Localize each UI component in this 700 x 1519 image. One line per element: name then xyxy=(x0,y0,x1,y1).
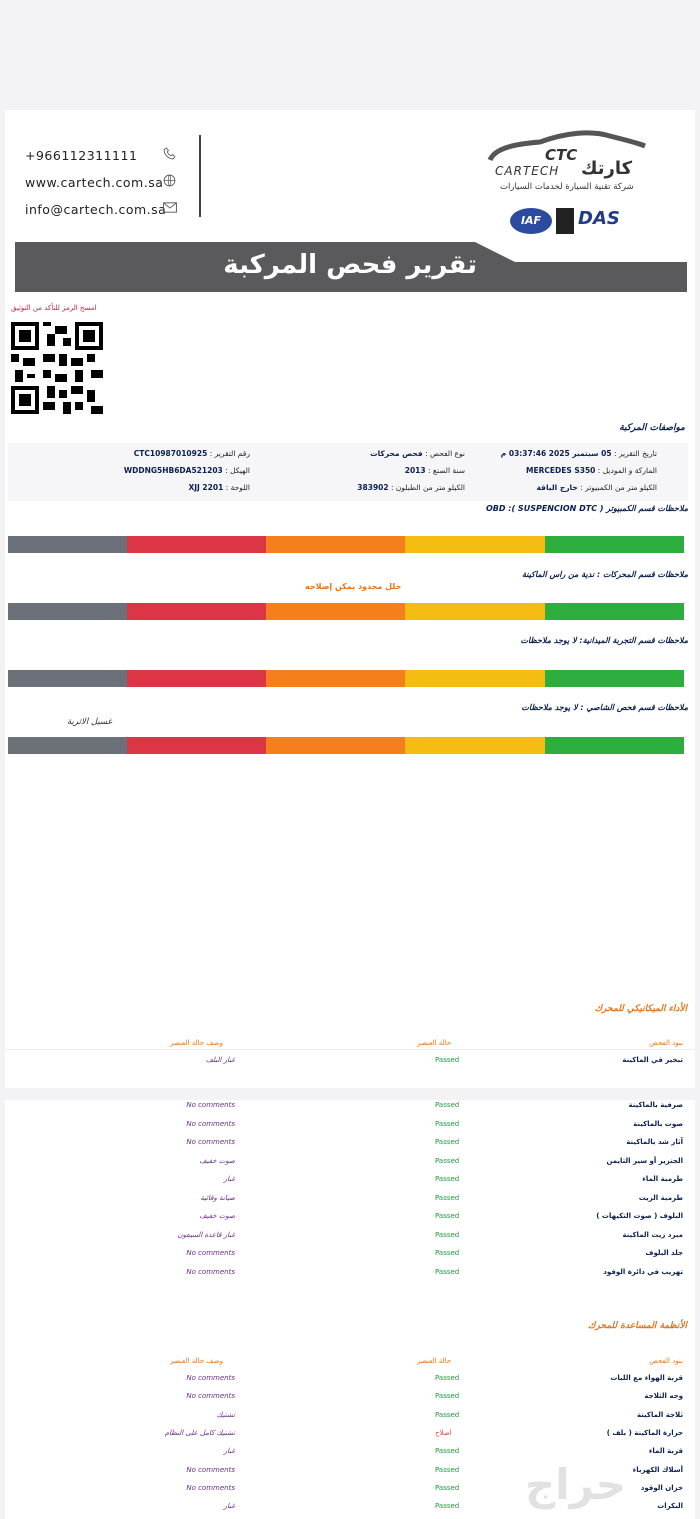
table-row: صوت بالماكينة Passed No comments xyxy=(186,1119,683,1128)
table-row: حرارة الماكينة ( بلف ) اصلاح تشتيك كامل على النظام xyxy=(164,1428,683,1437)
table-row: البكرات Passed غبار xyxy=(223,1502,683,1511)
segment-green xyxy=(545,670,684,687)
segment-green xyxy=(545,536,684,553)
spec-chassis: الهيكل : WDDNG5HB6DA521203 xyxy=(123,466,250,475)
table-row: قربة الماء Passed غبار xyxy=(223,1447,683,1456)
section-title-aux: الأنظمة المساعدة للمحرك xyxy=(588,1321,687,1331)
table-row: ثلاجة الماكينة Passed تشتيك xyxy=(216,1410,683,1419)
segment-yellow xyxy=(405,737,545,754)
segment-yellow xyxy=(405,670,545,687)
severity-bar-chassis xyxy=(8,737,688,754)
severity-bar-engine xyxy=(8,603,688,620)
mail-icon xyxy=(163,201,177,215)
table-row: جلد البلوف Passed No comments xyxy=(186,1249,683,1257)
table-row: طرمبة الماء Passed غبار xyxy=(223,1175,683,1183)
report-title: تقرير فحص المركبة xyxy=(223,250,477,280)
segment-gray xyxy=(8,536,127,553)
segment-red xyxy=(127,603,266,620)
segment-yellow xyxy=(405,536,545,553)
table-divider xyxy=(5,1049,695,1050)
globe-icon xyxy=(163,174,177,188)
spec-dash-km: الكيلو متر من الطبلون : 383902 xyxy=(357,483,465,492)
watermark: حراج xyxy=(525,1460,627,1509)
chassis-flag: غسيل الاثرية xyxy=(67,717,112,727)
note-chassis: ملاحظات قسم فحص الشاصي : لا يوجد ملاحظات xyxy=(521,703,688,712)
table-row: صرفية بالماكينة Passed No comments xyxy=(186,1101,683,1109)
table-row: البلوف ( صوت التكيهات ) Passed صوت خفيف xyxy=(199,1212,683,1220)
spec-inspection-type: نوع الفحص : فحص محركات xyxy=(370,449,465,458)
col-header-item: بنود الفحص xyxy=(649,1357,683,1365)
segment-orange xyxy=(266,603,405,620)
segment-red xyxy=(127,536,266,553)
report-page-2 xyxy=(5,1100,695,1519)
col-header-desc: وصف حالة العنصر xyxy=(170,1039,223,1047)
note-computer: ملاحظات قسم الكمبيوتر ( OBD :( SUSPENCION DTC xyxy=(485,504,688,513)
col-header-status: حالة العنصر xyxy=(417,1039,452,1047)
segment-gray xyxy=(8,737,127,754)
table-row: الجنزير أو سير التايمن Passed صوت خفيف xyxy=(199,1156,683,1165)
contact-phone[interactable]: +966112311111 xyxy=(25,148,137,163)
segment-orange xyxy=(266,737,405,754)
segment-green xyxy=(545,737,684,754)
logo-brand-arabic: كارتك xyxy=(581,158,633,179)
segment-gray xyxy=(8,670,127,687)
report-title-bar xyxy=(15,242,687,292)
logo-abbr: CTC xyxy=(545,146,578,164)
segment-green xyxy=(545,603,684,620)
qr-code[interactable] xyxy=(11,322,103,414)
phone-icon xyxy=(163,147,177,161)
table-row: تهريب في دائرة الوقود Passed No comments xyxy=(186,1267,683,1276)
engine-flag: خلل محدود يمكن إصلاحه xyxy=(305,582,402,591)
header-divider xyxy=(199,135,201,217)
severity-bar-road-test xyxy=(8,670,688,687)
iaf-badge: IAF xyxy=(510,208,552,234)
segment-red xyxy=(127,670,266,687)
col-header-desc: وصف حالة العنصر xyxy=(170,1357,223,1365)
table-row: مبرد زيت الماكينة Passed غبار قاعدة السيفون xyxy=(177,1230,683,1239)
table-row: تبخير في الماكينة Passed غبار البلف xyxy=(205,1056,683,1064)
table-row: قربة الهواء مع اللبات Passed No comments xyxy=(186,1374,683,1382)
table-row: خزان الوقود Passed No comments xyxy=(186,1483,683,1492)
segment-orange xyxy=(266,536,405,553)
contact-email[interactable]: info@cartech.com.sa xyxy=(25,202,166,217)
logo-brand-latin: CARTECH xyxy=(495,164,560,178)
ukas-badge xyxy=(556,208,574,234)
logo-tagline: شركة تقنية السيارة لخدمات السيارات xyxy=(500,182,634,192)
spec-year: سنة الصنع : 2013 xyxy=(404,466,465,475)
spec-report-date: تاريخ التقرير : 05 سبتمبر 2025 03:37:46 م xyxy=(500,449,657,458)
segment-yellow xyxy=(405,603,545,620)
vehicle-specs-heading: مواصفات المركبة xyxy=(619,423,685,433)
segment-orange xyxy=(266,670,405,687)
note-engine: ملاحظات قسم المحركات : ندية من راس الماكينة xyxy=(522,570,688,579)
col-header-status: حالة العنصر xyxy=(417,1357,452,1365)
severity-bar-computer xyxy=(8,536,688,553)
segment-red xyxy=(127,737,266,754)
table-row: طرمبة الزيت Passed صيانة وقائية xyxy=(200,1193,683,1202)
qr-caption: امسح الرمز للتأكد من التوثيق xyxy=(11,304,97,312)
col-header-item: بنود الفحص xyxy=(649,1039,683,1047)
table-row: آثار شد بالماكينة Passed No comments xyxy=(186,1138,683,1146)
table-row: وجه الثلاجة Passed No comments xyxy=(186,1392,683,1401)
report-page-1 xyxy=(5,110,695,1088)
segment-gray xyxy=(8,603,127,620)
das-badge: DAS xyxy=(578,208,620,229)
section-title-mechanical: الأداء الميكانيكي للمحرك xyxy=(594,1004,687,1014)
spec-odometer: الكيلو متر من الكمبيوتر : خارج الباقة xyxy=(536,483,657,492)
table-row: أسلاك الكهرباء Passed No comments xyxy=(186,1465,683,1474)
spec-report-number: رقم التقرير : CTC10987010925 xyxy=(133,449,250,458)
spec-make-model: الماركة و الموديل : MERCEDES S350 xyxy=(525,466,657,475)
spec-plate: اللوحة : XJJ 2201 xyxy=(188,483,250,492)
contact-website[interactable]: www.cartech.com.sa xyxy=(25,175,163,190)
cartech-logo xyxy=(485,128,655,198)
note-road-test: ملاحظات قسم التجربة الميدانية: لا يوجد ملاحظات xyxy=(520,636,688,645)
